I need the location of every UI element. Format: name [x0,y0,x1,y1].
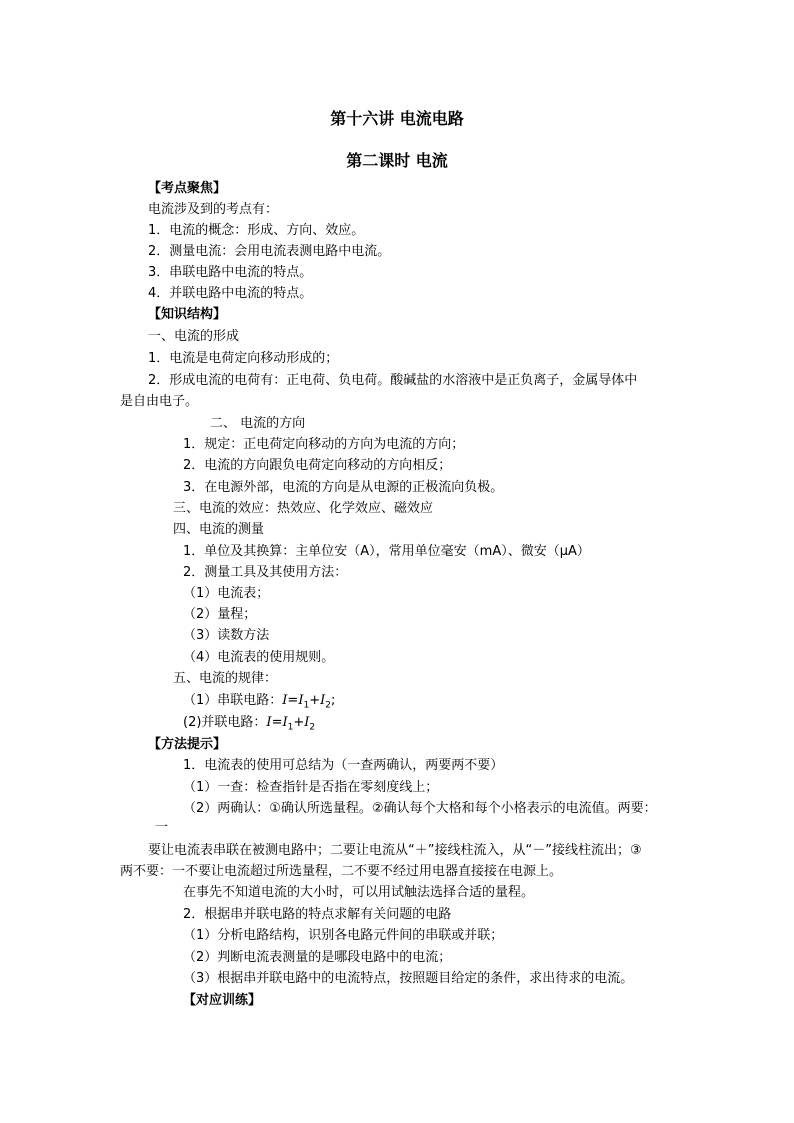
formula-subscript: 1 [303,700,310,711]
structure-item: 2．电流的方向跟负电荷定向移动的方向相反； [183,458,452,473]
structure-item: 2．形成电流的电荷有：正电荷、负电荷。酸碱盐的水溶液中是正负离子，金属导体中 [148,373,638,388]
series-circuit-rule [183,691,335,716]
structure-item: 1．规定：正电荷定向移动的方向为电流的方向； [183,437,465,452]
structure-item: 1．电流是电荷定向移动形成的； [148,351,339,366]
focus-item: 2．测量电流：会用电流表测电路中电流。 [148,244,391,259]
formula-current: I [320,693,326,708]
formula-subscript: 2 [325,700,331,711]
method-paragraph-line: 在事先不知道电流的大小时，可以用试触法选择合适的量程。 [183,885,535,900]
parallel-circuit-rule [183,713,315,738]
section-heading-focus: 【考点聚焦】 [148,181,227,196]
formula-subscript: 2 [309,722,316,733]
focus-item: 3．串联电路中电流的特点。 [148,265,313,280]
method-subitem: （3）根据串并联电路中的电流特点，按照题目给定的条件，求出待求的电流。 [183,971,634,986]
subsection-title: 二、 电流的方向 [210,416,306,431]
structure-item: 2．测量工具及其使用方法： [183,565,348,580]
method-subitem: （2）两确认：①确认所选量程。②确认每个大格和每个小格表示的电流值。两要： [183,801,657,816]
subsection-title: 三、电流的效应：热效应、化学效应、磁效应 [173,501,434,516]
formula-current: I [266,715,272,730]
section-heading-practice: 【对应训练】 [183,993,262,1008]
method-subitem: （1）一查：检查指针是否指在零刻度线上； [183,780,439,795]
formula-subscript: 1 [287,722,294,733]
structure-subitem: （3）读数方法 [183,628,270,643]
subsection-title: 四、电流的测量 [173,522,265,537]
method-subitem: （2）判断电流表测量的是哪段电路中的电流； [183,950,452,965]
formula-equals: = [271,715,283,730]
series-label: （1）串联电路： [183,693,283,708]
focus-item: 1．电流的概念：形成、方向、效应。 [148,223,365,238]
section-heading-method: 【方法提示】 [148,737,227,752]
method-dash: 一 [155,820,169,835]
formula-current: I [282,715,288,730]
method-subitem: （1）分析电路结构，识别各电路元件间的串联或并联； [183,928,504,943]
formula-current: I [282,693,288,708]
method-item: 1．电流表的使用可总结为（一查两确认，两要两不要） [183,758,504,773]
formula-equals: = [287,693,299,708]
formula-plus: + [309,693,321,708]
parallel-label: (2)并联电路： [183,715,267,730]
subsection-title: 五、电流的规律： [173,671,278,686]
method-paragraph-line: 要让电流表串联在被测电路中；二要让电流从“＋”接线柱流入，从“－”接线柱流出；③ [148,843,642,858]
subsection-title: 一、电流的形成 [148,329,240,344]
focus-item: 4．并联电路中电流的特点。 [148,286,313,301]
structure-subitem: （1）电流表； [183,586,270,601]
formula-plus: + [293,715,305,730]
method-item: 2．根据串并联电路的特点求解有关问题的电路 [183,907,452,922]
structure-item: 1．单位及其换算：主单位安（A），常用单位毫安（mA）、微安（μA） [183,544,590,559]
formula-current: I [298,693,304,708]
page-subtitle: 第二课时 电流 [346,151,448,170]
section-heading-structure: 【知识结构】 [148,307,227,322]
structure-subitem: （2）量程； [183,607,257,622]
method-paragraph-line: 两不要：一不要让电流超过所选量程，二不要不经过用电器直接接在电源上。 [120,864,563,879]
formula-semicolon: ; [330,693,336,708]
structure-subitem: （4）电流表的使用规则。 [183,650,335,665]
structure-item: 3．在电源外部，电流的方向是从电源的正极流向负极。 [183,480,504,495]
page-title: 第十六讲 电流电路 [330,109,464,128]
formula-current: I [304,715,310,730]
focus-intro: 电流涉及到的考点有： [148,202,279,217]
structure-item-continued: 是自由电子。 [120,394,199,409]
